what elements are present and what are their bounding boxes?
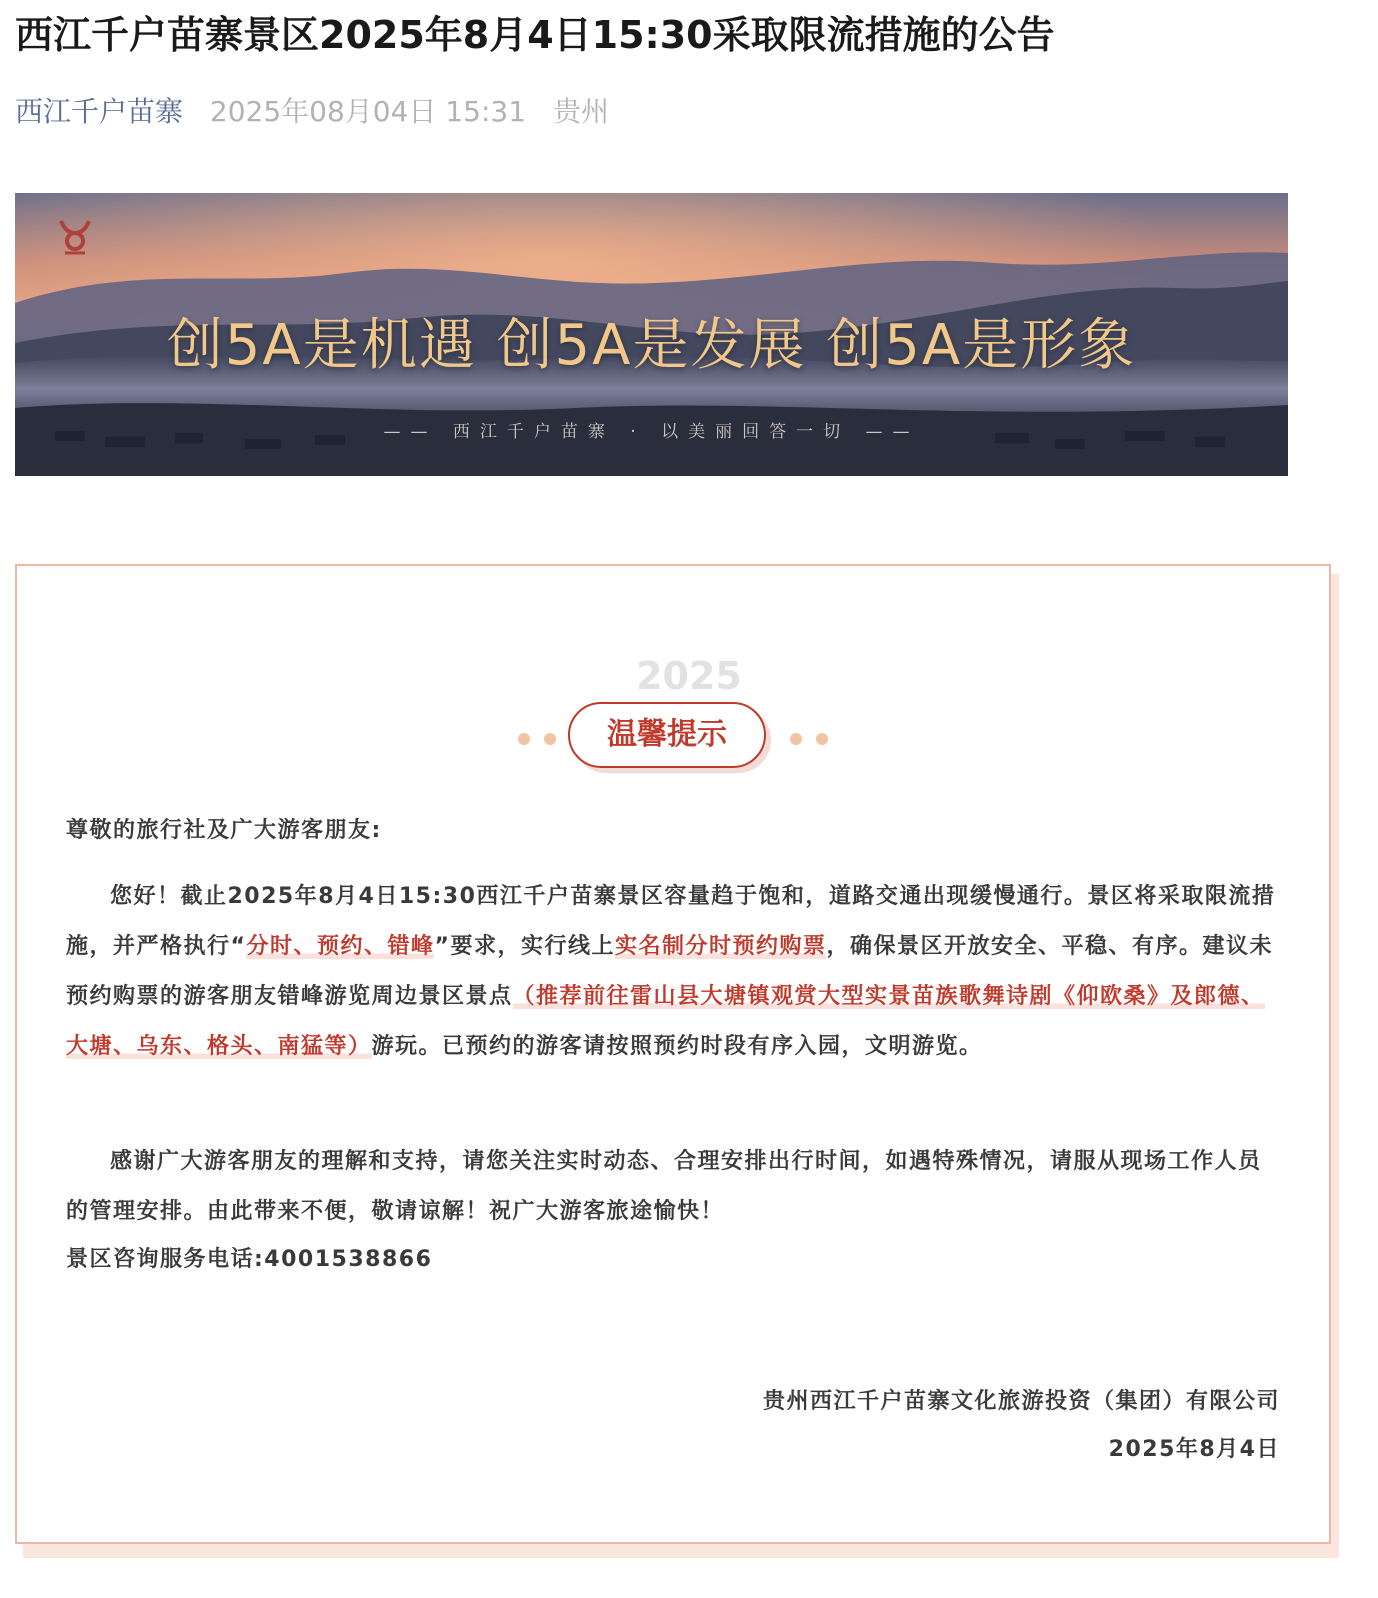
para2-text: 感谢广大游客朋友的理解和支持，请您关注实时动态、合理安排出行时间，如遇特殊情况，请服从现场工作人员的管理安排。由此带来不便，敬请谅解！祝广大游客旅途愉快！ [66, 1149, 1262, 1224]
notice-sign-date: 2025年8月4日 [1108, 1437, 1280, 1462]
banner-image [15, 193, 1288, 476]
publish-datetime: 2025年08月04日 15:31 [209, 95, 527, 128]
notice-greeting: 尊敬的旅行社及广大游客朋友: [66, 818, 382, 843]
scenic-logo-icon [51, 213, 99, 261]
para1-highlight: 分时、预约、错峰 [246, 934, 435, 959]
decor-dot [544, 733, 556, 745]
article-title: 西江千户苗寨景区2025年8月4日15:30采取限流措施的公告 [15, 13, 1055, 57]
para1-text: ，确保景区开放安全、平稳、有序。建议未预约购票的游客朋友错峰游览周边景区景点 [66, 934, 1273, 1009]
banner-slogan: 创5A是机遇 创5A是发展 创5A是形象 [166, 313, 1137, 378]
para1-highlight: 实名制分时预约购票 [614, 934, 827, 959]
para1-text: 您好！截止2025年8月4日15:30西江千户苗寨景区容量趋于饱和，道路交通出现缓慢通行。景区将采取限流措施，并严格执行“ [66, 884, 1276, 959]
para1-text: ”要求，实行线上 [434, 934, 615, 959]
notice-hotline: 景区咨询服务电话:4001538866 [66, 1247, 433, 1272]
para1-text: 游玩。已预约的游客请按照预约时段有序入园，文明游览。 [371, 1034, 983, 1059]
para1-highlight: （推荐前往雷山县大塘镇观赏大型实景苗族歌舞诗剧《仰欧桑》及郎德、大塘、乌东、格头、南猛等） [66, 984, 1265, 1059]
publish-location: 贵州 [552, 95, 609, 128]
notice-badge: 温馨提示 [568, 702, 766, 768]
notice-year: 2025 [636, 654, 742, 698]
notice-greeting-block [66, 806, 1280, 856]
notice-paragraph-1 [66, 872, 1280, 1072]
notice-paragraph-2 [66, 1137, 1280, 1283]
account-name-link[interactable]: 西江千户苗寨 [15, 95, 184, 128]
banner-subline: —— 西江千户苗寨 · 以美丽回答一切 —— [383, 422, 920, 442]
article-meta [15, 90, 609, 134]
decor-dot [790, 733, 802, 745]
decor-dot [518, 733, 530, 745]
notice-signature: 贵州西江千户苗寨文化旅游投资（集团）有限公司 [762, 1389, 1280, 1414]
decor-dot [816, 733, 828, 745]
